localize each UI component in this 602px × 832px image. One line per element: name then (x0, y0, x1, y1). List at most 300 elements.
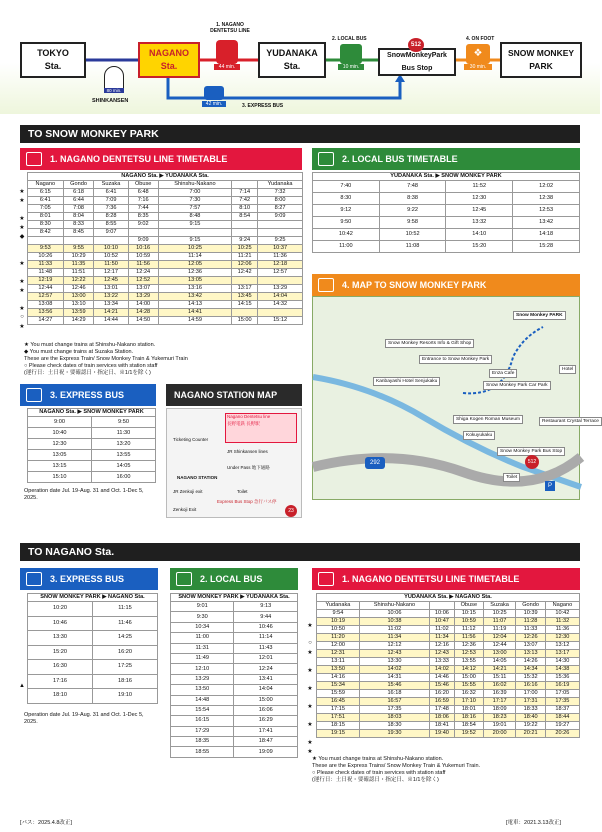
table-cell: 13:10 (63, 301, 94, 309)
table-cell: 14:46 (430, 674, 455, 682)
table-cell: 13:50 (171, 685, 234, 695)
table-row (28, 301, 303, 309)
column-header: Suzaka (483, 602, 516, 610)
table-cell: 15:36 (545, 674, 579, 682)
table-cell: 11:35 (63, 261, 94, 269)
map-label-gift-shop: Snow Monkey Resorts Info & Gift Shop (385, 339, 474, 348)
table-cell: 12:18 (258, 261, 303, 269)
table-cell: 15:32 (516, 674, 545, 682)
table-cell: 9:15 (158, 221, 231, 229)
table-cell: 9:01 (171, 602, 234, 612)
nagano-station: NAGANO Sta. (138, 42, 200, 78)
table-cell: 11:46 (92, 616, 157, 631)
table-row (313, 217, 580, 229)
map-label-toilet: Toilet (503, 473, 520, 482)
row-marker: ○ (20, 314, 24, 320)
local-bus-timetable (312, 172, 580, 253)
table-cell: 14:12 (454, 666, 483, 674)
column-header: Obuse (454, 602, 483, 610)
table-cell: 9:09 (128, 237, 158, 245)
table-cell: 20:21 (516, 730, 545, 738)
table-cell: 10:37 (258, 245, 303, 253)
column-header: Gondo (516, 602, 545, 610)
table-cell: 18:03 (359, 714, 429, 722)
table-cell: 15:34 (317, 682, 360, 690)
table-row (313, 241, 580, 253)
table-cell: 12:24 (128, 269, 158, 277)
table-cell: 13:05 (158, 277, 231, 285)
bus-icon (26, 572, 42, 586)
table-cell: 17:00 (516, 690, 545, 698)
table-cell: 12:44 (483, 642, 516, 650)
table-row (317, 650, 580, 658)
table-cell: 10:26 (28, 253, 64, 261)
map-label-museum: Shiga Kogen Roman Museum (453, 415, 523, 424)
table-cell: 13:20 (91, 439, 155, 450)
table-subheader-cell: SNOW MONKEY PARK ▶ NAGANO Sta. (28, 594, 158, 602)
table-cell: 10:34 (171, 622, 234, 632)
table-cell: 17:48 (430, 706, 455, 714)
table-cell: 13:22 (94, 293, 128, 301)
table-cell: 9:30 (171, 612, 234, 622)
table-cell: 15:00 (232, 317, 258, 325)
table-cell: 8:45 (63, 229, 94, 237)
table-cell: 14:32 (258, 301, 303, 309)
table-cell: 9:15 (158, 237, 231, 245)
table-cell: 14:15 (232, 301, 258, 309)
bus-icon (26, 388, 42, 402)
table-cell: 16:45 (317, 698, 360, 706)
table-cell: 14:21 (483, 666, 516, 674)
table-cell: 12:36 (454, 642, 483, 650)
table-cell: 12:42 (232, 269, 258, 277)
table-cell: 13:07 (128, 285, 158, 293)
table-cell: 20:00 (483, 730, 516, 738)
table-cell (28, 237, 64, 245)
tokyo-station: TOKYO Sta. (20, 42, 86, 78)
table-row (28, 293, 303, 301)
table-row (28, 277, 303, 285)
table-cell: 12:53 (454, 650, 483, 658)
table-cell: 13:42 (513, 217, 580, 229)
table-cell: 10:39 (516, 610, 545, 618)
local-bus-timetable-return (170, 593, 298, 758)
table-cell: 16:02 (483, 682, 516, 690)
table-cell: 10:25 (232, 245, 258, 253)
table-cell: 14:00 (128, 301, 158, 309)
table-cell: 7:00 (158, 189, 231, 197)
table-cell: 9:25 (258, 237, 303, 245)
table-cell: 19:27 (545, 722, 579, 730)
table-cell: 7:30 (158, 197, 231, 205)
table-cell: 7:42 (232, 197, 258, 205)
snow-monkey-park-box: SNOW MONKEY PARK (500, 42, 582, 78)
table-cell: 18:47 (234, 737, 298, 747)
table-cell: 9:53 (28, 245, 64, 253)
table-cell: 11:48 (28, 269, 64, 277)
table-cell: 17:51 (317, 714, 360, 722)
table-cell: 13:07 (516, 642, 545, 650)
table-cell: 18:01 (454, 706, 483, 714)
table-cell: 6:48 (128, 189, 158, 197)
station-label-nagano: NAGANO STATION (177, 475, 218, 480)
table-cell: 11:02 (430, 626, 455, 634)
table-cell: 17:31 (516, 698, 545, 706)
table-cell: 9:22 (379, 205, 446, 217)
table-cell: 9:54 (317, 610, 360, 618)
table-cell: 10:46 (234, 622, 298, 632)
table-cell: 9:13 (234, 602, 298, 612)
table-cell: 18:54 (454, 722, 483, 730)
table-cell: 13:17 (545, 650, 579, 658)
footnote: These are the Express Train/ Snow Monkey Train & Yukemuri Train (24, 356, 188, 362)
map-drawing (313, 297, 581, 501)
table-cell: 7:14 (232, 189, 258, 197)
bus-stop-number-badge: 512 (408, 38, 424, 52)
table-cell: 12:04 (483, 634, 516, 642)
table-cell: 13:33 (430, 658, 455, 666)
table-cell (94, 237, 128, 245)
table-cell: 11:56 (454, 634, 483, 642)
table-cell: 13:29 (128, 293, 158, 301)
table-cell: 11:34 (359, 634, 429, 642)
table-cell: 8:42 (28, 229, 64, 237)
table-row (313, 229, 580, 241)
column-header (430, 602, 455, 610)
table-row (317, 610, 580, 618)
table-cell: 12:30 (446, 193, 513, 205)
map-label-hotel-senjukaku: Kanbayashi Hotel Senjukaku (373, 377, 440, 386)
table-subheader-cell: SNOW MONKEY PARK ▶ YUDANAKA Sta. (171, 594, 298, 602)
table-subheader-cell: NAGANO Sta. ▶ SNOW MONKEY PARK (28, 409, 156, 417)
table-row (317, 730, 580, 738)
table-cell: 16:32 (454, 690, 483, 698)
table-cell: 8:04 (63, 213, 94, 221)
table-cell: 13:01 (94, 285, 128, 293)
table-row (28, 221, 303, 229)
table-cell: 11:43 (234, 643, 298, 653)
table-cell: 10:42 (545, 610, 579, 618)
table-cell (258, 229, 303, 237)
table-cell: 15:54 (171, 705, 234, 715)
table-cell: 13:32 (446, 217, 513, 229)
table-row (317, 674, 580, 682)
table-row (28, 689, 158, 704)
station-label-dentetsu-jp: 長野電鉄 長野駅 (227, 421, 260, 426)
column-header: Gondo (63, 181, 94, 189)
table-cell: 11:21 (232, 253, 258, 261)
table-row (28, 674, 158, 689)
map-label-enza-cafe: Enza Cafe (489, 369, 517, 378)
route-292-sign: 292 (365, 457, 385, 469)
table-cell: 19:10 (92, 689, 157, 704)
table-cell: 16:00 (91, 472, 155, 483)
table-cell: 11:08 (379, 241, 446, 253)
table-cell: 8:48 (158, 213, 231, 221)
table-cell: 18:35 (171, 737, 234, 747)
row-marker: ★ (19, 288, 25, 294)
table-cell: 11:14 (234, 633, 298, 643)
table-row (313, 205, 580, 217)
table-row (28, 197, 303, 205)
table-cell: 10:50 (317, 626, 360, 634)
table-subheader-cell: YUDANAKA Sta. ▶ NAGANO Sta. (317, 594, 580, 602)
table-cell: 7:09 (94, 197, 128, 205)
row-marker: ★ (307, 704, 313, 710)
bus-icon (318, 152, 334, 166)
table-cell: 10:29 (63, 253, 94, 261)
table-row (317, 642, 580, 650)
table-cell: 16:20 (430, 690, 455, 698)
table-cell: 12:22 (63, 277, 94, 285)
table-cell: 6:18 (63, 189, 94, 197)
table-cell: 8:28 (94, 213, 128, 221)
train-icon (318, 572, 334, 586)
local-bus-title: 2. LOCAL BUS TIMETABLE (312, 148, 580, 170)
table-cell: 12:00 (317, 642, 360, 650)
table-row (171, 695, 298, 705)
footnote: These are the Express Trains/ Snow Monkey Train & Yukemuri Train. (312, 763, 481, 769)
express-minutes: 42 min. (202, 101, 226, 107)
table-row (317, 658, 580, 666)
map-to-snow-monkey-park (312, 296, 599, 500)
table-cell (158, 229, 231, 237)
table-row (317, 682, 580, 690)
table-cell: 13:08 (28, 301, 64, 309)
table-row (28, 439, 156, 450)
row-marker: ○ (308, 640, 312, 646)
table-cell: 11:34 (430, 634, 455, 642)
station-label-ticketing: Ticketing Counter (173, 437, 209, 442)
dentetsu-return-notes (312, 756, 580, 784)
table-cell: 11:51 (63, 269, 94, 277)
table-row (317, 626, 580, 634)
table-cell: 13:16 (158, 285, 231, 293)
table-cell: 11:32 (545, 618, 579, 626)
table-cell: 10:19 (317, 618, 360, 626)
row-marker: ★ (307, 740, 313, 746)
column-header: Nagano (545, 602, 579, 610)
table-cell: 15:11 (483, 674, 516, 682)
table-cell: 13:30 (359, 658, 429, 666)
bus-stop-23-badge: 23 (285, 505, 297, 517)
table-cell: 8:30 (313, 193, 380, 205)
table-cell: 15:00 (234, 695, 298, 705)
table-cell: 12:45 (446, 205, 513, 217)
table-cell: 11:02 (359, 626, 429, 634)
table-cell: 13:45 (232, 293, 258, 301)
footprints-icon: ❖ (466, 44, 490, 64)
table-row (171, 664, 298, 674)
table-cell: 15:12 (258, 317, 303, 325)
table-row (28, 660, 158, 675)
table-cell: 10:40 (28, 428, 92, 439)
table-cell: 18:09 (483, 706, 516, 714)
table-row (171, 674, 298, 684)
footer-bus-revision: [バス：2025.4.8改正] (20, 820, 72, 826)
table-cell: 17:25 (92, 660, 157, 675)
table-cell (232, 229, 258, 237)
dentetsu-train-icon (216, 40, 238, 64)
table-cell: 13:55 (454, 658, 483, 666)
table-cell: 14:05 (91, 461, 155, 472)
table-row (171, 726, 298, 736)
table-cell: 12:01 (234, 653, 298, 663)
dentetsu-notes (24, 342, 304, 377)
table-cell: 18:41 (430, 722, 455, 730)
table-cell: 16:16 (516, 682, 545, 690)
bus-icon (176, 572, 192, 586)
column-header: Suzaka (94, 181, 128, 189)
table-row (317, 706, 580, 714)
shinkansen-minutes: 80 min. (104, 88, 124, 93)
table-cell: 9:00 (28, 417, 92, 428)
table-cell: 14:31 (359, 674, 429, 682)
table-cell: 10:46 (28, 616, 93, 631)
table-cell: 13:59 (63, 309, 94, 317)
table-cell: 15:20 (28, 645, 93, 660)
table-cell: 13:30 (28, 631, 93, 646)
table-cell: 15:59 (317, 690, 360, 698)
table-cell: 8:10 (232, 205, 258, 213)
table-row (317, 698, 580, 706)
table-cell: 11:00 (313, 241, 380, 253)
table-cell: 8:55 (94, 221, 128, 229)
table-cell: 10:59 (128, 253, 158, 261)
table-cell: 10:25 (483, 610, 516, 618)
table-cell: 8:35 (128, 213, 158, 221)
table-cell: 14:26 (516, 658, 545, 666)
table-cell: 18:37 (545, 706, 579, 714)
row-marker: ★ (307, 749, 313, 755)
table-row (28, 205, 303, 213)
table-cell: 12:30 (545, 634, 579, 642)
table-cell (232, 221, 258, 229)
column-header: Shinshu-Nakano (158, 181, 231, 189)
table-cell: 14:10 (446, 229, 513, 241)
table-cell: 8:27 (258, 205, 303, 213)
column-header: Nagano (28, 181, 64, 189)
table-cell: 10:16 (128, 245, 158, 253)
table-cell: 11:30 (91, 428, 155, 439)
row-marker: ★ (19, 279, 25, 285)
table-cell: 18:40 (516, 714, 545, 722)
footnote: ★ You must change trains at Shinshu-Nakano station. (24, 342, 156, 348)
table-cell: 10:20 (28, 602, 93, 617)
table-cell: 19:30 (359, 730, 429, 738)
table-cell: 6:41 (28, 197, 64, 205)
table-cell: 8:38 (379, 193, 446, 205)
to-nagano-section-title: TO NAGANO Sta. (20, 543, 580, 561)
table-cell: 14:44 (94, 317, 128, 325)
table-cell: 16:29 (234, 716, 298, 726)
table-cell: 12:43 (430, 650, 455, 658)
table-cell: 12:05 (158, 261, 231, 269)
table-cell: 12:24 (234, 664, 298, 674)
table-cell: 7:57 (158, 205, 231, 213)
table-cell: 14:30 (545, 658, 579, 666)
table-row (28, 285, 303, 293)
row-marker: ★ (307, 650, 313, 656)
table-cell (128, 229, 158, 237)
table-cell (63, 237, 94, 245)
table-row (313, 193, 580, 205)
table-cell: 18:15 (317, 722, 360, 730)
column-header: Shinshu-Nakano (359, 602, 429, 610)
table-cell: 6:41 (94, 189, 128, 197)
table-row (317, 666, 580, 674)
table-cell: 11:07 (483, 618, 516, 626)
table-cell: 13:41 (234, 674, 298, 684)
table-cell: 8:00 (258, 197, 303, 205)
table-row (171, 737, 298, 747)
table-cell: 14:28 (128, 309, 158, 317)
table-cell: 10:10 (94, 245, 128, 253)
map-label-entrance: Entrance to Snow Monkey Park (419, 355, 492, 364)
table-cell: 11:19 (483, 626, 516, 634)
row-marker: ★ (19, 216, 25, 222)
table-cell: 14:27 (28, 317, 64, 325)
column-header: Yudanaka (258, 181, 303, 189)
table-cell: 18:23 (483, 714, 516, 722)
table-cell: 18:06 (430, 714, 455, 722)
column-header: Yudanaka (317, 602, 360, 610)
table-cell: 17:35 (545, 698, 579, 706)
row-marker: ★ (307, 722, 313, 728)
table-row (313, 181, 580, 193)
table-row (317, 634, 580, 642)
row-marker: ★ (19, 261, 25, 267)
table-row (28, 269, 303, 277)
map-label-bus-stop: Snow Monkey Park Bus Stop (497, 447, 565, 456)
table-cell: 12:46 (63, 285, 94, 293)
table-cell: 9:02 (128, 221, 158, 229)
table-cell (258, 277, 303, 285)
station-label-jr-exit: JR Zenkoji exit (173, 489, 203, 494)
table-cell: 12:02 (513, 181, 580, 193)
table-cell: 6:15 (28, 189, 64, 197)
map-label-kokuyukaku: Kokuyukaku (463, 431, 495, 440)
table-cell: 12:43 (359, 650, 429, 658)
table-subheader (28, 173, 303, 181)
table-subheader (28, 409, 156, 417)
table-cell: 9:50 (313, 217, 380, 229)
table-cell: 17:29 (171, 726, 234, 736)
table-row (317, 690, 580, 698)
table-cell: 17:05 (545, 690, 579, 698)
table-cell: 18:16 (92, 674, 157, 689)
table-cell (258, 221, 303, 229)
table-cell: 9:55 (63, 245, 94, 253)
table-cell: 19:15 (317, 730, 360, 738)
station-map-title: NAGANO STATION MAP (166, 384, 302, 406)
table-row (28, 631, 158, 646)
table-cell: 14:04 (234, 685, 298, 695)
table-cell: 7:40 (313, 181, 380, 193)
table-cell: 14:25 (92, 631, 157, 646)
table-row (171, 633, 298, 643)
table-cell: 18:30 (359, 722, 429, 730)
table-cell: 15:28 (513, 241, 580, 253)
table-cell: 11:14 (158, 253, 231, 261)
column-header: Obuse (128, 181, 158, 189)
table-cell: 11:28 (516, 618, 545, 626)
table-cell: 8:01 (28, 213, 64, 221)
map-label-hotel: Hotel (559, 365, 576, 374)
table-cell: 14:18 (513, 229, 580, 241)
table-cell: 10:38 (359, 618, 429, 626)
table-cell: 19:01 (483, 722, 516, 730)
